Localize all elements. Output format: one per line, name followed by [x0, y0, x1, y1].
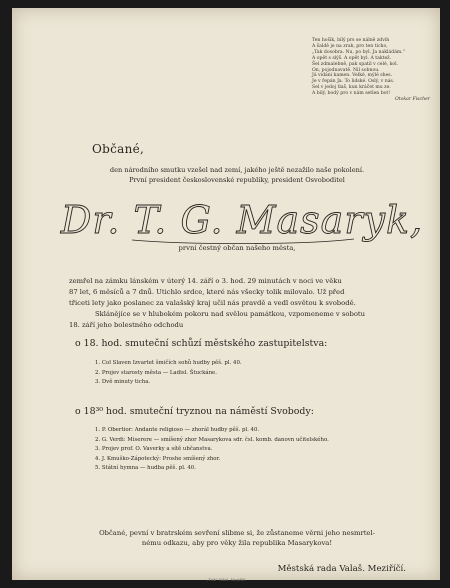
poem-line: „Tak dosobra. Nu, po byl. Ja nakládám." [312, 49, 405, 55]
program-item: 4. J. Kmuško-Zápotecký: Proshe smíšený zhor. [95, 455, 221, 462]
signature-text: Dr. T. G. Masaryk, [60, 198, 424, 242]
poem-author: Otokar Fischer [394, 97, 430, 103]
poem-line: Ten hošík, bílý prs se nálně zdvih [312, 38, 390, 43]
salutation: Občané, [92, 142, 145, 156]
intro-line: První president československé republiky, president Osvoboditel [129, 176, 345, 184]
subtitle: první čestný občan našeho města, [178, 244, 296, 252]
poem-line: Sel v jedoj tlaš, kun kráčet mu ze. [312, 85, 391, 91]
printer-mark: „Tisk" Valaš. Meziříčí [206, 578, 246, 582]
session-heading: o 18. hod. smuteční schůzí městského zastupitelstva: [75, 338, 328, 349]
body-line: 18. září jeho bolestného odchodu [69, 321, 184, 330]
poem-excerpt [312, 38, 430, 103]
poem-line: Je v řepán Ja. To lidské. Oslý, v nás. [312, 79, 395, 85]
poem-line: On, pojodnavatě. Nil sobnou. [312, 67, 380, 73]
announcement-body [69, 276, 409, 331]
program-item: 3. Projev prof. O. Vaverky a sítě ubčanstva. [95, 446, 213, 453]
program-item: 2. Projev starosty města — Ladisl. Štuckáne. [95, 369, 217, 376]
body-line: Sklánějíce se v hlubokém pokoru nad svělou památkou, vzpomeneme v sobotu [95, 310, 366, 319]
name-signature [60, 193, 424, 249]
session-program [95, 359, 415, 388]
closing-line: Občané, pevní v bratrském sevření slibme si, že zůstaneme věrni jeho nesmrtel- [99, 529, 375, 537]
closing-line: nému odkazu, aby pro věky žila republika Masarykova! [141, 539, 333, 548]
program-item: 3. Dvě minuty ticha. [95, 379, 151, 386]
rally-program [95, 426, 415, 474]
council-signature: Městská rada Valaš. Meziříčí. [277, 564, 406, 574]
poem-line: A opět s slýš. A opět byl. A taktež. [312, 55, 392, 61]
body-line: zemřel na zámku lánském v úterý 14. září o 3. hod. 29 minutách v noci ve věku [69, 277, 342, 285]
poem-line: Já vidáni kamen. Velké, mýlé shes. [312, 73, 393, 79]
body-line: třiceti lety jako poslanec za valašský kraj učil nás pravdě a vedl osvětou k svobodě. [69, 299, 356, 308]
program-item: 1. P. Obertior: Andante religioso — zhorál hudby pěš. pl. 40. [95, 427, 260, 433]
memorial-notice [12, 8, 440, 580]
body-line: 87 let, 6 měsíců a 7 dnů. Utichlo srdce, které nás všecky tolik milovalo. Už před [69, 288, 345, 297]
poem-line: A šaldě je na zrak, pro ten ticho, [312, 43, 388, 49]
intro-line: den národního smutku vzešel nad zemí, jakého ještě nezažilo naše pokolení. [109, 166, 365, 174]
program-item: 2. G. Verdi: Miserere — smíšený zhor Masarykova sdr. čsl. komb. danovn učitelského. [95, 436, 329, 443]
rally-heading: o 18³⁰ hod. smuteční tryznou na náměstí Svobody: [75, 406, 314, 417]
poem-line: Šel zdmalebně, pak spatil v celé, kol. [312, 61, 399, 67]
poem-line: A bilý, bodý pro v nám setlen bot! [312, 91, 391, 97]
program-item: 5. Státní hymna — hudba pěš. pl. 40. [95, 465, 196, 472]
closing-appeal [72, 528, 402, 549]
program-item: 1. Col Slaven Izvartet šmičích sohů hudby pěš. pl. 40. [95, 360, 242, 366]
